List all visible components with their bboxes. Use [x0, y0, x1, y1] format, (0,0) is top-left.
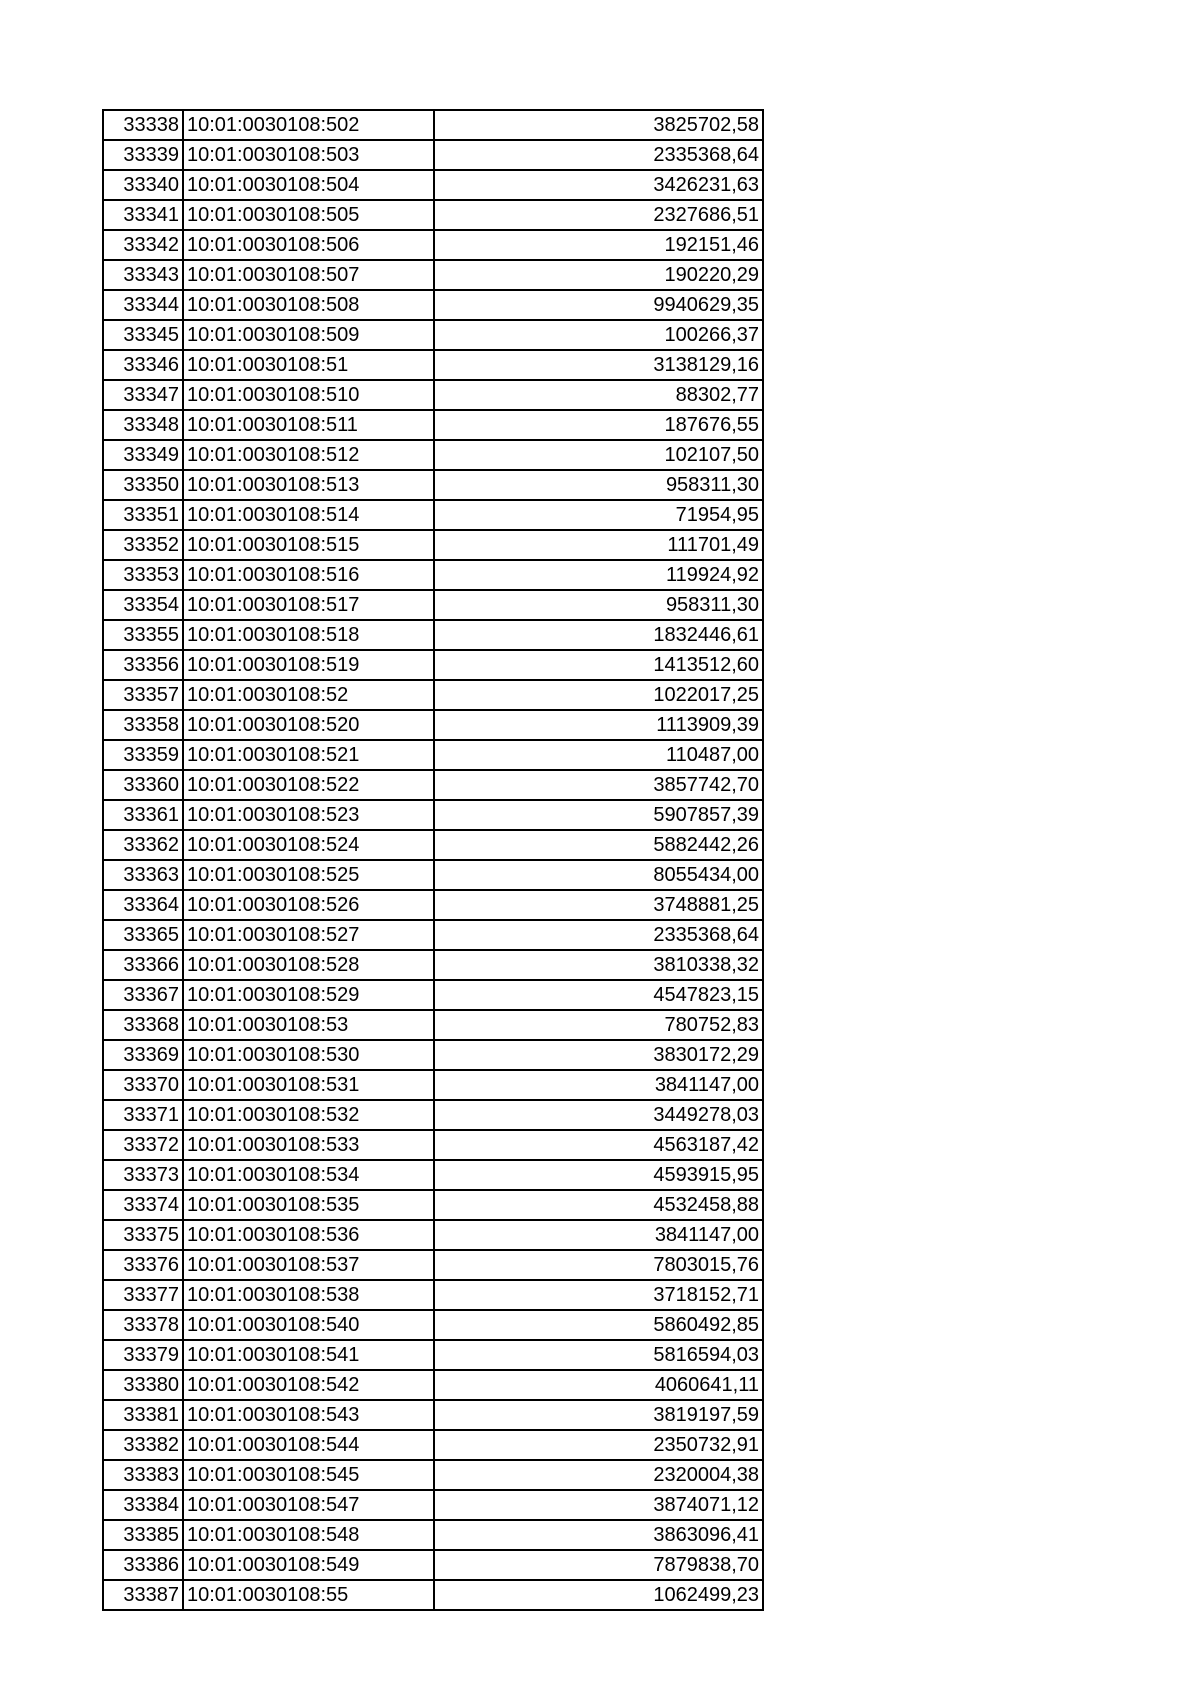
row-number-cell: 33370: [103, 1070, 183, 1100]
table-row: [103, 140, 763, 170]
table-row: [103, 1550, 763, 1580]
table-row: [103, 740, 763, 770]
table-row: [103, 950, 763, 980]
row-number-cell: 33361: [103, 800, 183, 830]
row-number-cell: 33347: [103, 380, 183, 410]
value-cell: 1062499,23: [434, 1580, 763, 1610]
value-cell: 7803015,76: [434, 1250, 763, 1280]
row-number-cell: 33349: [103, 440, 183, 470]
row-number-cell: 33364: [103, 890, 183, 920]
row-number-cell: 33385: [103, 1520, 183, 1550]
value-cell: 4593915,95: [434, 1160, 763, 1190]
value-cell: 111701,49: [434, 530, 763, 560]
value-cell: 3819197,59: [434, 1400, 763, 1430]
table-row: [103, 830, 763, 860]
table-row: [103, 1490, 763, 1520]
cadastral-number-cell: 10:01:0030108:516: [183, 560, 434, 590]
cadastral-number-cell: 10:01:0030108:538: [183, 1280, 434, 1310]
table-row: [103, 1190, 763, 1220]
value-cell: 9940629,35: [434, 290, 763, 320]
table-row: [103, 980, 763, 1010]
value-cell: 3138129,16: [434, 350, 763, 380]
row-number-cell: 33368: [103, 1010, 183, 1040]
cadastral-number-cell: 10:01:0030108:522: [183, 770, 434, 800]
cadastral-number-cell: 10:01:0030108:514: [183, 500, 434, 530]
value-cell: 4547823,15: [434, 980, 763, 1010]
row-number-cell: 33376: [103, 1250, 183, 1280]
cadastral-number-cell: 10:01:0030108:513: [183, 470, 434, 500]
row-number-cell: 33343: [103, 260, 183, 290]
table-row: [103, 650, 763, 680]
row-number-cell: 33350: [103, 470, 183, 500]
value-cell: 3857742,70: [434, 770, 763, 800]
cadastral-number-cell: 10:01:0030108:52: [183, 680, 434, 710]
cadastral-number-cell: 10:01:0030108:505: [183, 200, 434, 230]
value-cell: 71954,95: [434, 500, 763, 530]
table-row: [103, 1340, 763, 1370]
cadastral-number-cell: 10:01:0030108:521: [183, 740, 434, 770]
table-row: [103, 200, 763, 230]
value-cell: 8055434,00: [434, 860, 763, 890]
value-cell: 187676,55: [434, 410, 763, 440]
row-number-cell: 33387: [103, 1580, 183, 1610]
value-cell: 3863096,41: [434, 1520, 763, 1550]
cadastral-number-cell: 10:01:0030108:526: [183, 890, 434, 920]
value-cell: 100266,37: [434, 320, 763, 350]
value-cell: 3830172,29: [434, 1040, 763, 1070]
cadastral-number-cell: 10:01:0030108:509: [183, 320, 434, 350]
value-cell: 4563187,42: [434, 1130, 763, 1160]
table-row: [103, 290, 763, 320]
cadastral-number-cell: 10:01:0030108:502: [183, 110, 434, 140]
row-number-cell: 33360: [103, 770, 183, 800]
value-cell: 3841147,00: [434, 1220, 763, 1250]
table-row: [103, 350, 763, 380]
cadastral-number-cell: 10:01:0030108:531: [183, 1070, 434, 1100]
value-cell: 3449278,03: [434, 1100, 763, 1130]
table-row: [103, 1160, 763, 1190]
row-number-cell: 33377: [103, 1280, 183, 1310]
row-number-cell: 33355: [103, 620, 183, 650]
cadastral-number-cell: 10:01:0030108:533: [183, 1130, 434, 1160]
row-number-cell: 33381: [103, 1400, 183, 1430]
cadastral-number-cell: 10:01:0030108:542: [183, 1370, 434, 1400]
cadastral-number-cell: 10:01:0030108:543: [183, 1400, 434, 1430]
row-number-cell: 33354: [103, 590, 183, 620]
row-number-cell: 33380: [103, 1370, 183, 1400]
row-number-cell: 33353: [103, 560, 183, 590]
table-row: [103, 1220, 763, 1250]
cadastral-number-cell: 10:01:0030108:507: [183, 260, 434, 290]
value-cell: 5882442,26: [434, 830, 763, 860]
value-cell: 780752,83: [434, 1010, 763, 1040]
table-row: [103, 1430, 763, 1460]
value-cell: 2350732,91: [434, 1430, 763, 1460]
row-number-cell: 33352: [103, 530, 183, 560]
value-cell: 192151,46: [434, 230, 763, 260]
row-number-cell: 33363: [103, 860, 183, 890]
row-number-cell: 33346: [103, 350, 183, 380]
cadastral-number-cell: 10:01:0030108:519: [183, 650, 434, 680]
value-cell: 3748881,25: [434, 890, 763, 920]
cadastral-number-cell: 10:01:0030108:537: [183, 1250, 434, 1280]
cadastral-number-cell: 10:01:0030108:523: [183, 800, 434, 830]
row-number-cell: 33362: [103, 830, 183, 860]
table-row: [103, 1400, 763, 1430]
cadastral-number-cell: 10:01:0030108:530: [183, 1040, 434, 1070]
table-row: [103, 620, 763, 650]
table-row: [103, 1370, 763, 1400]
table-row: [103, 530, 763, 560]
cadastral-number-cell: 10:01:0030108:529: [183, 980, 434, 1010]
value-cell: 3841147,00: [434, 1070, 763, 1100]
row-number-cell: 33345: [103, 320, 183, 350]
table-row: [103, 890, 763, 920]
cadastral-number-cell: 10:01:0030108:517: [183, 590, 434, 620]
value-cell: 5860492,85: [434, 1310, 763, 1340]
table-row: [103, 260, 763, 290]
table-row: [103, 1280, 763, 1310]
value-cell: 3718152,71: [434, 1280, 763, 1310]
table-row: [103, 470, 763, 500]
cadastral-number-cell: 10:01:0030108:53: [183, 1010, 434, 1040]
row-number-cell: 33344: [103, 290, 183, 320]
value-cell: 88302,77: [434, 380, 763, 410]
value-cell: 110487,00: [434, 740, 763, 770]
table-row: [103, 170, 763, 200]
table-row: [103, 380, 763, 410]
row-number-cell: 33339: [103, 140, 183, 170]
table-row: [103, 1580, 763, 1610]
value-cell: 958311,30: [434, 590, 763, 620]
row-number-cell: 33386: [103, 1550, 183, 1580]
cadastral-number-cell: 10:01:0030108:545: [183, 1460, 434, 1490]
cadastral-number-cell: 10:01:0030108:535: [183, 1190, 434, 1220]
table-row: [103, 320, 763, 350]
row-number-cell: 33356: [103, 650, 183, 680]
table-row: [103, 770, 763, 800]
row-number-cell: 33369: [103, 1040, 183, 1070]
table-row: [103, 1520, 763, 1550]
row-number-cell: 33373: [103, 1160, 183, 1190]
cadastral-number-cell: 10:01:0030108:534: [183, 1160, 434, 1190]
cadastral-number-cell: 10:01:0030108:525: [183, 860, 434, 890]
value-cell: 190220,29: [434, 260, 763, 290]
row-number-cell: 33379: [103, 1340, 183, 1370]
cadastral-number-cell: 10:01:0030108:515: [183, 530, 434, 560]
table-row: [103, 1130, 763, 1160]
table-row: [103, 1040, 763, 1070]
value-cell: 3426231,63: [434, 170, 763, 200]
value-cell: 3825702,58: [434, 110, 763, 140]
cadastral-number-cell: 10:01:0030108:527: [183, 920, 434, 950]
cadastral-number-cell: 10:01:0030108:503: [183, 140, 434, 170]
cadastral-number-cell: 10:01:0030108:540: [183, 1310, 434, 1340]
row-number-cell: 33378: [103, 1310, 183, 1340]
cadastral-number-cell: 10:01:0030108:532: [183, 1100, 434, 1130]
cadastral-number-cell: 10:01:0030108:547: [183, 1490, 434, 1520]
value-cell: 7879838,70: [434, 1550, 763, 1580]
cadastral-number-cell: 10:01:0030108:512: [183, 440, 434, 470]
table-row: [103, 1010, 763, 1040]
cadastral-number-cell: 10:01:0030108:511: [183, 410, 434, 440]
table-row: [103, 920, 763, 950]
row-number-cell: 33366: [103, 950, 183, 980]
value-cell: 958311,30: [434, 470, 763, 500]
cadastral-number-cell: 10:01:0030108:504: [183, 170, 434, 200]
value-cell: 2327686,51: [434, 200, 763, 230]
value-cell: 2335368,64: [434, 920, 763, 950]
cadastral-number-cell: 10:01:0030108:508: [183, 290, 434, 320]
table-row: [103, 110, 763, 140]
value-cell: 102107,50: [434, 440, 763, 470]
row-number-cell: 33351: [103, 500, 183, 530]
value-cell: 1413512,60: [434, 650, 763, 680]
row-number-cell: 33372: [103, 1130, 183, 1160]
value-cell: 4532458,88: [434, 1190, 763, 1220]
cadastral-number-cell: 10:01:0030108:518: [183, 620, 434, 650]
table-row: [103, 560, 763, 590]
cadastral-number-cell: 10:01:0030108:536: [183, 1220, 434, 1250]
row-number-cell: 33357: [103, 680, 183, 710]
cadastral-number-cell: 10:01:0030108:520: [183, 710, 434, 740]
value-cell: 4060641,11: [434, 1370, 763, 1400]
row-number-cell: 33367: [103, 980, 183, 1010]
cadastral-number-cell: 10:01:0030108:528: [183, 950, 434, 980]
table-row: [103, 710, 763, 740]
table-row: [103, 680, 763, 710]
cadastral-number-cell: 10:01:0030108:510: [183, 380, 434, 410]
table-row: [103, 1250, 763, 1280]
value-cell: 5816594,03: [434, 1340, 763, 1370]
row-number-cell: 33382: [103, 1430, 183, 1460]
cadastral-number-cell: 10:01:0030108:549: [183, 1550, 434, 1580]
table-row: [103, 1310, 763, 1340]
row-number-cell: 33374: [103, 1190, 183, 1220]
cadastral-number-cell: 10:01:0030108:524: [183, 830, 434, 860]
table-row: [103, 800, 763, 830]
value-cell: 1832446,61: [434, 620, 763, 650]
value-cell: 1113909,39: [434, 710, 763, 740]
value-cell: 2335368,64: [434, 140, 763, 170]
row-number-cell: 33348: [103, 410, 183, 440]
table-row: [103, 1460, 763, 1490]
row-number-cell: 33340: [103, 170, 183, 200]
cadastral-number-cell: 10:01:0030108:541: [183, 1340, 434, 1370]
row-number-cell: 33342: [103, 230, 183, 260]
row-number-cell: 33384: [103, 1490, 183, 1520]
cadastral-number-cell: 10:01:0030108:506: [183, 230, 434, 260]
table-row: [103, 1070, 763, 1100]
cadastral-number-cell: 10:01:0030108:544: [183, 1430, 434, 1460]
value-cell: 2320004,38: [434, 1460, 763, 1490]
table-row: [103, 1100, 763, 1130]
value-cell: 3874071,12: [434, 1490, 763, 1520]
cadastral-value-table: [102, 109, 764, 1611]
cadastral-number-cell: 10:01:0030108:548: [183, 1520, 434, 1550]
value-cell: 1022017,25: [434, 680, 763, 710]
value-cell: 5907857,39: [434, 800, 763, 830]
table-row: [103, 590, 763, 620]
value-cell: 3810338,32: [434, 950, 763, 980]
value-cell: 119924,92: [434, 560, 763, 590]
row-number-cell: 33358: [103, 710, 183, 740]
table-row: [103, 230, 763, 260]
table-row: [103, 440, 763, 470]
row-number-cell: 33359: [103, 740, 183, 770]
row-number-cell: 33341: [103, 200, 183, 230]
row-number-cell: 33365: [103, 920, 183, 950]
table-row: [103, 500, 763, 530]
row-number-cell: 33375: [103, 1220, 183, 1250]
row-number-cell: 33383: [103, 1460, 183, 1490]
table-row: [103, 860, 763, 890]
table-body: [103, 110, 763, 1610]
cadastral-number-cell: 10:01:0030108:55: [183, 1580, 434, 1610]
table-row: [103, 410, 763, 440]
row-number-cell: 33371: [103, 1100, 183, 1130]
cadastral-number-cell: 10:01:0030108:51: [183, 350, 434, 380]
row-number-cell: 33338: [103, 110, 183, 140]
